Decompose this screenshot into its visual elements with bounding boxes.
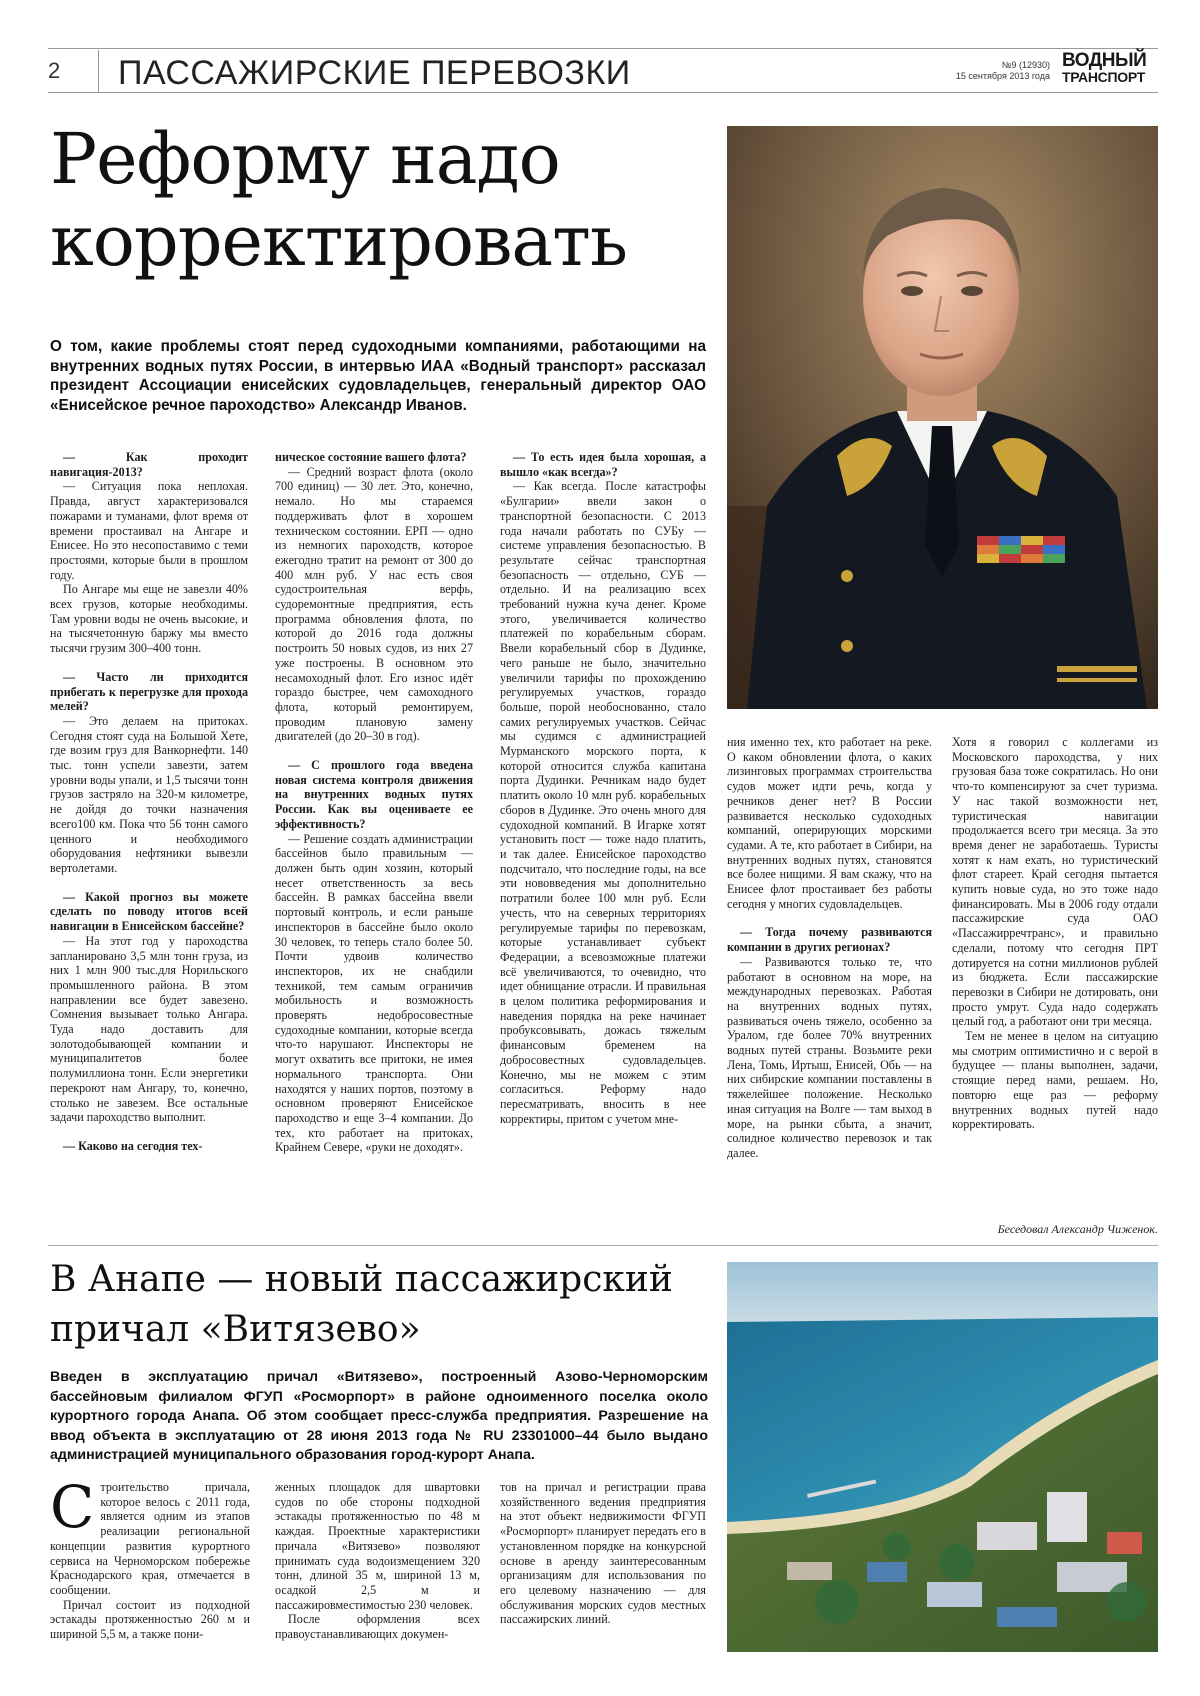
article1-lead: О том, какие проблемы стоят перед судоходными компаниями, работающими на внутренних водных путях России, в интервью ИАА «Водный транспорт» рассказал президент Ассоциации енисейских судовладельцев, генеральный директор ОАО «Енисейское речное пароходство» Александр Иванов.: [50, 338, 706, 414]
article2-col1-paragraph1: троительство причала, которое велось с 2011 года, является одним из этапов реализации региональной концепции развития курортного сервиса на Черноморском побережье Краснодарского края, отмечается в сообщении.: [50, 1480, 250, 1597]
interview-paragraph: — Средний возраст флота (около 700 единиц) — 30 лет. Это, конечно, немало. Но мы стараемся поддерживать флот в хорошем техническом состоянии. ЕРП — одно из немногих пароходств, которое ежегодно тратит на ремонт от 300 до 400 млн руб. У нас есть своя судостроительная верфь, судоремонтные предприятия, есть программа обновления флота, по которой до 2016 года должны построить 50 новых судов, из них 27 уже построены. В основном это несамоходный флот. Его износ идёт гораздо быстрее, чем самоходного флота, который ремонтируем, проводим плановую замену двигателей (до 20–30 в год).: [275, 464, 473, 744]
interview-paragraph: По Ангаре мы еще не завезли 40% всех грузов, которые необходимы. Там уровни воды не очень высокие, и на тысячетонную баржу мы вместо тысячи грузим 300–400 тонн.: [50, 582, 248, 656]
issue-number: №9 (12930): [1001, 60, 1050, 70]
article1-byline: Беседовал Александр Чиженок.: [997, 1222, 1158, 1236]
interview-paragraph: Тем не менее в целом на ситуацию мы смотрим оптимистично и с верой в будущее — планы выполнен, задачи, стоящие перед нами, решаем. Но, повторю еще раз — реформу внутренних водных путей надо корректировать.: [952, 1029, 1158, 1132]
interview-paragraph: — Решение создать администрации бассейнов было правильным — должен быть один хозяин, который несет ответственность за весь бассейн. В рамках бассейна ввели портовый контроль, и если раньше инспекторов в бассейне было около 30 человек, то теперь стало более 50. Почти удвоив количество инспекторов, их не снабдили техникой, тем самым ограничив мобильность и возможность проверять недобросовестные судоходные компании, которые всегда что-то нарушают. Инспекторы не могут охватить все притоки, не имея нормального транспорта. Они находятся у наших портов, поэтому в основном проверяют Енисейское пароходство и еще 3–4 компании. До тех, кто работает на притоках, Крайнем Севере, «руки не доходят».: [275, 831, 473, 1155]
article2-column-3: [500, 1480, 706, 1670]
article2-col2-paragraph2: После оформления всех правоустанавливающих докумен-: [275, 1612, 480, 1642]
article2-column-1: [50, 1480, 250, 1670]
issue-info: [940, 60, 1050, 82]
article1-headline-line1: Реформу надо: [50, 118, 560, 200]
interview-question: — С прошлого года введена новая система контроля движения на внутренних водных путях России. Как вы оцениваете ее эффективность?: [275, 758, 473, 831]
section-title: ПАССАЖИРСКИЕ ПЕРЕВОЗКИ: [118, 54, 631, 92]
article1-column-5: [952, 735, 1158, 1210]
article1-column-1: [50, 450, 248, 1236]
interview-paragraph: — Это делаем на притоках. Сегодня стоят суда на Большой Хете, где возим груз для Ванкорнефти. 140 тыс. тонн успели завезти, затем уровни воды упали, и 1,5 тысячи тонн грузов застряло на 320-м километре, не дойдя до точки назначения всего100 км. Пока что 56 тонн самого ценного и необходимого оборудования нефтяники вывезли вертолетами.: [50, 713, 248, 875]
interview-paragraph: — Как всегда. После катастрофы «Булгарии» ввели закон о транспортной безопасности. С 2013 года начали работать по СУБу — системе управления безопасностью. В результате сейчас транспортная безопасность — отдельно, СУБ — отдельно. И на реализацию всех требований нужна куча денег. Кроме этого, увеличивается количество платежей по корабельным сборам. Ввели корабельный сбор в Дудинке, чего раньше не было, значительно увеличили тарифы по прохождению регулируемых участков, гораздо больше, порой необоснованно, стало самих регулируемых участков. Сейчас мы судимся с администрацией Мурманского морского порта, к которой относится служба капитана порта Дудинки. Речникам надо будет платить около 10 млн руб. корабельных сборов в Дудинке. Это очень много для судоходной компаний. В Игарке хотят установить пост — тоже надо платить, и так далее. Енисейское пароходство подсчитало, что последние годы, на все эти нововведения мы дополнительно потратили более 100 млн руб. Если учесть, что на северных территориях регулируемые тарифы по перевозкам, которые устанавливает субъект Федерации, а всевозможные платежи всё увеличиваются, то очевидно, что идет обнищание отрасли. И правильная в целом политика реформирования и наведения порядка на реке начинает пробуксовывать, дожась тяжелым финансовым бременем на добросовестных судовладельцев. Конечно, мы не можем с этим согласиться. Реформу надо пересматривать, вносить в нее корректиры, притом с учетом мне-: [500, 479, 706, 1126]
article2-headline-line2: причал «Витязево»: [50, 1309, 421, 1350]
article2-lead: Введен в эксплуатацию причал «Витязево», построенный Азово-Черноморским бассейновым филиалом ФГУП «Росморпорт» в районе одноименного поселка около курортного города Анапа. Об этом сообщает пресс-служба предприятия. Разрешение на ввод объекта в эксплуатацию от 28 июня 2013 года № RU 23301000–44 было выдано администрацией муниципального образования город-курорт Анапа.: [50, 1369, 708, 1463]
header-rule-bottom: [48, 92, 1158, 93]
article2-col2-paragraph1: женных площадок для швартовки судов по обе стороны подходной эстакады протяженностью по 48 м каждая. Проектные характеристики причала «Витязево» позволяют принимать суда водоизмещением 320 тонн, длиной 35 м, шириной 13 м, осадкой 2,5 м и пассажировместимостью 230 человек.: [275, 1480, 480, 1612]
newspaper-logo: [1062, 52, 1160, 85]
interview-paragraph: — Ситуация пока неплохая. Правда, август характеризовался пожарами и туманами, флот время от времени простаивал на Ангаре и Енисее. Но это несопоставимо с теми простоями, которые были в прошлом году.: [50, 479, 248, 582]
article2-col1-paragraph2: Причал состоит из подходной эстакады протяженностью 260 м и шириной 5,5 м, а также пони-: [50, 1597, 250, 1642]
interview-paragraph: — Развиваются только те, что работают в основном на море, на международных перевозках. Работая на внутренних водных путях, развиваться очень тяжело, особенно за Уралом, где более 70% внутренних водных путей страны. Возьмите реки Лена, Томь, Иртыш, Енисей, Обь — на них сибирские компании поставлены в тяжелейшее положение. Несколько иная ситуация на Волге — там выход в море, на рынки сбыта, а значит, солидное количество перевозок и так далее.: [727, 954, 932, 1160]
article1-headline: [50, 118, 710, 282]
interview-question: — То есть идея была хорошая, а вышло «как всегда»?: [500, 450, 706, 479]
article1-headline-line2: корректировать: [50, 200, 628, 282]
interview-question: — Каково на сегодня тех-: [63, 1138, 203, 1153]
interview-paragraph: — На этот год у пароходства запланировано 3,5 млн тонн груза, из них 1 млн 900 тыс.для Норильского промышленного района. В этом направлении все будет завезено. Сомнения вызывает только Ангара. Туда надо доставить для золотодобывающей компании и муниципалитетов более полумиллиона тонн. Если энергетики перекроют нам Ангару, то, конечно, столько не завезем. Все остальные задачи пароходство выполнит.: [50, 933, 248, 1125]
interview-question: — Как проходит навигация-2013?: [50, 450, 248, 479]
portrait-illustration: [727, 126, 1158, 709]
article1-column-3: [500, 450, 706, 1236]
logo-line2: ТРАНСПОРТ: [1062, 69, 1145, 85]
dropcap: С: [50, 1480, 95, 1541]
interview-question: — Какой прогноз вы можете сделать по поводу итогов всей навигации в Енисейском бассейне?: [50, 889, 248, 934]
medal-ribbons-icon: [977, 536, 1065, 563]
article2-col3-paragraph1: тов на причал и регистрации права хозяйственного ведения предприятия на этот объект недвижимости ФГУП «Росморпорт» планирует передать его в установленном порядке на конкурсной основе в аренду заинтересованным организациям для использования по его целевому назначению — для обслуживания морских судов местных пассажирских линий.: [500, 1480, 706, 1627]
issue-date: 15 сентября 2013 года: [955, 71, 1050, 81]
article2-headline: [50, 1255, 720, 1355]
article1-column-2: [275, 450, 473, 1236]
interview-question: — Часто ли приходится прибегать к перегрузке для прохода мелей?: [50, 669, 248, 714]
article-separator: [48, 1245, 1158, 1246]
logo-line1: ВОДНЫЙ: [1062, 50, 1147, 71]
coastline-illustration: [727, 1262, 1158, 1652]
article2-headline-line1: В Анапе — новый пассажирский: [50, 1259, 673, 1300]
interview-paragraph: Хотя я говорил с коллегами из Московского пароходства, у них грузовая база тоже сократилась. Но они что-то компенсируют за счет туризма. У нас такой возможности нет, туристическая навигации продолжается всего три месяца. За это время денег не заработаешь. Туристы хотят к нам ехать, но туристический флот стареет. Край сегодня пытается купить новые суда, но это тоже надо финансировать. Мы в 2006 году отдали пассажирские суда ОАО «Пассажирречтранс», и правильно сделали, потому что сегодня ПРТ дотируется на сотни миллионов рублей из бюджета. Если пассажирские перевозки в Сибири не дотировать, они просто умрут. Суда надо содержать целый год, а работают они три месяца.: [952, 735, 1158, 1029]
interview-paragraph: ния именно тех, кто работает на реке. О каком обновлении флота, о каких лизинговых программах строительства судов может идти речь, когда у речников денег нет? В России развивается несколько судоходных компаний, оперирующих морскими судами. А те, кто работает в Сибири, на внутренних водных путях, становятся все более нищими. Я вам скажу, что на Енисее флот простаивает без работы сегодня у многих судовладельцев.: [727, 735, 932, 911]
coastline-aerial-photo: [727, 1262, 1158, 1652]
article2-column-2: [275, 1480, 480, 1670]
interview-question: ническое состояние вашего флота?: [275, 450, 467, 464]
portrait-photo: [727, 126, 1158, 709]
page-number: 2: [48, 58, 61, 83]
header-divider: [98, 50, 99, 92]
header-rule-top: [48, 48, 1158, 49]
interview-question: — Тогда почему развиваются компании в других регионах?: [727, 925, 932, 955]
article1-column-4: [727, 735, 932, 1235]
